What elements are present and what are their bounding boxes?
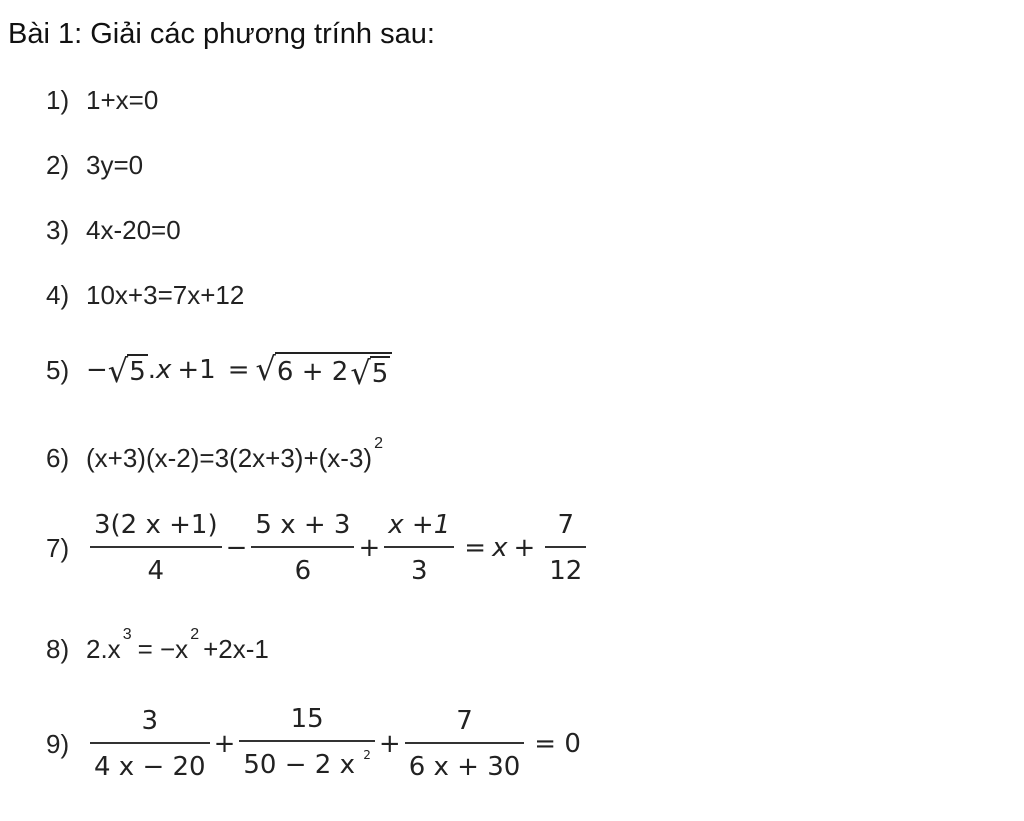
fraction — [239, 704, 375, 784]
term: 2.x — [86, 634, 121, 664]
numerator: 3(2 x +1) — [94, 510, 218, 540]
problem-9 — [46, 704, 587, 784]
equation — [86, 626, 269, 665]
equation: 4x-20=0 — [86, 215, 181, 245]
equation: 3y=0 — [86, 150, 144, 180]
fraction — [90, 510, 222, 586]
problem-2 — [46, 149, 143, 181]
equation: 1+x=0 — [86, 85, 159, 115]
variable-x: x — [492, 533, 508, 563]
problem-8 — [46, 626, 269, 665]
radicand: 5 — [127, 354, 148, 386]
equation — [86, 704, 587, 784]
denominator — [239, 742, 375, 784]
page-title: Bài 1: Giải các phương trính sau: — [8, 18, 435, 50]
problem-number: 7) — [46, 533, 70, 563]
denominator-text: 50 − 2 x — [243, 750, 355, 780]
term: = −x — [137, 634, 189, 664]
operator: + — [378, 729, 401, 759]
denominator: 6 x + 30 — [408, 752, 521, 782]
radicand-outer — [275, 352, 392, 392]
square-root-inner — [350, 354, 390, 392]
equation — [86, 435, 383, 474]
problem-6 — [46, 435, 383, 474]
operator: + — [358, 533, 381, 563]
denominator: 4 — [147, 556, 165, 586]
dot: . — [147, 355, 156, 385]
fraction — [545, 510, 586, 586]
radical-icon: √ — [107, 352, 129, 390]
square-root-outer — [255, 350, 393, 392]
operator: − — [225, 533, 248, 563]
numerator: 15 — [290, 704, 324, 734]
denominator: 4 x − 20 — [94, 752, 206, 782]
denominator: 3 — [411, 556, 428, 586]
radical-icon: √ — [255, 350, 276, 388]
problem-number: 2) — [46, 150, 70, 180]
numerator: x +1 — [388, 510, 451, 540]
exponent: 2 — [363, 748, 371, 762]
problem-number: 4) — [46, 280, 70, 310]
problem-number: 1) — [46, 85, 70, 115]
equation-text: (x+3)(x-2)=3(2x+3)+(x-3) — [86, 443, 373, 473]
square-root — [107, 352, 148, 390]
problem-1 — [46, 84, 158, 116]
equation — [86, 350, 392, 392]
equals-sign: = — [464, 533, 487, 563]
problem-7 — [46, 510, 590, 586]
fraction — [405, 706, 525, 782]
equation: 10x+3=7x+12 — [86, 280, 245, 310]
operator: + — [513, 533, 536, 563]
denominator: 12 — [549, 556, 583, 586]
variable-x: x — [156, 355, 172, 385]
problem-3 — [46, 214, 181, 246]
problem-number: 5) — [46, 355, 70, 385]
exponent: 2 — [190, 626, 200, 643]
problem-number: 8) — [46, 634, 70, 664]
operator: + — [213, 729, 236, 759]
problem-5 — [46, 350, 392, 392]
exponent: 2 — [374, 435, 383, 452]
term: +2x-1 — [203, 634, 269, 664]
problem-number: 6) — [46, 443, 70, 473]
plus-one: +1 — [177, 355, 216, 385]
numerator: 7 — [557, 510, 575, 540]
problem-4 — [46, 279, 244, 311]
numerator: 3 — [141, 706, 159, 736]
equals-zero: = 0 — [534, 729, 581, 759]
equation — [86, 510, 590, 586]
denominator: 6 — [294, 556, 312, 586]
radical-icon: √ — [350, 354, 371, 392]
radicand-text: 6 + 2 — [276, 357, 349, 387]
exponent: 3 — [122, 626, 132, 643]
fraction — [384, 510, 454, 586]
fraction — [251, 510, 354, 586]
numerator: 7 — [456, 706, 473, 736]
fraction — [90, 706, 210, 782]
problem-number: 9) — [46, 729, 70, 759]
radicand-inner: 5 — [370, 356, 391, 388]
equals-sign: = — [227, 355, 250, 385]
numerator: 5 x + 3 — [255, 510, 351, 540]
minus-sign: − — [86, 355, 108, 385]
problem-number: 3) — [46, 215, 70, 245]
